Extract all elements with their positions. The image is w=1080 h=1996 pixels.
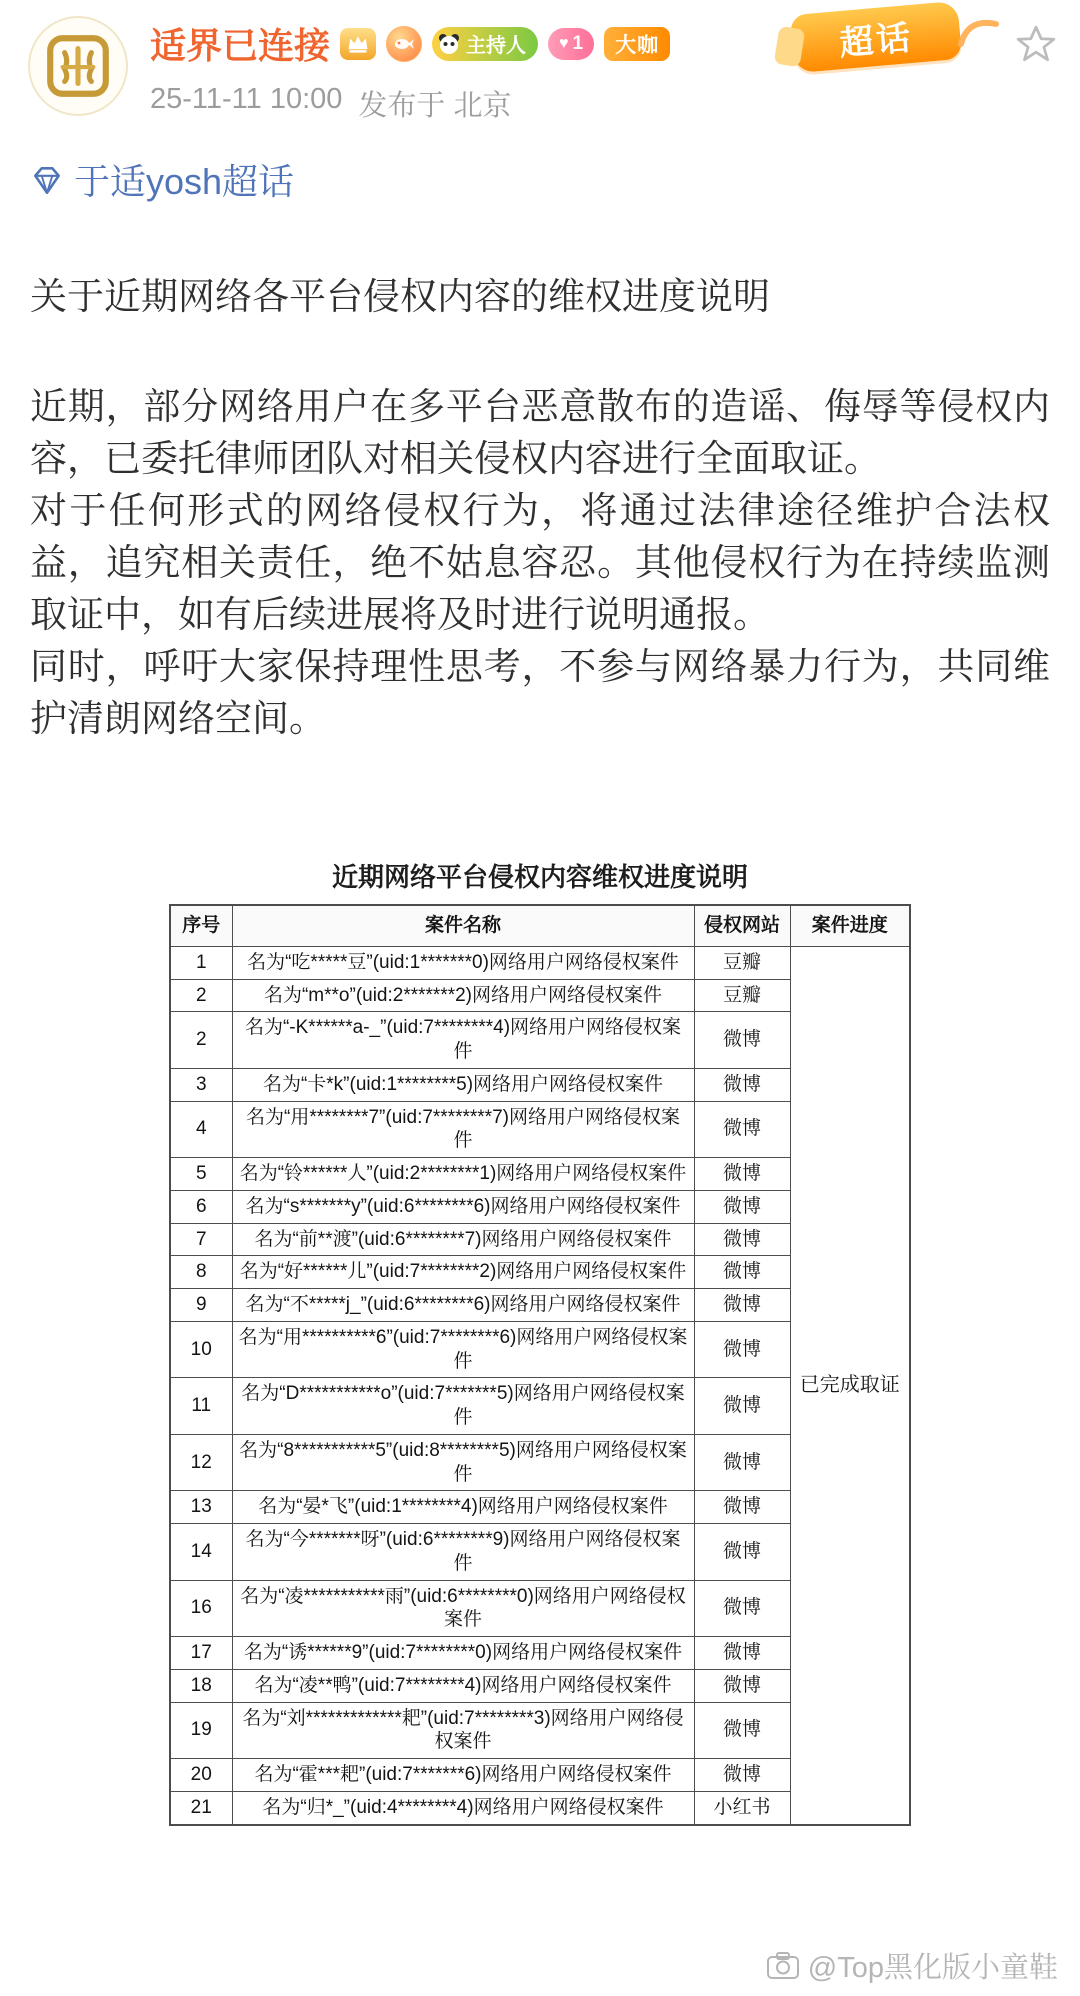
case-name: 名为“刘*************耙”(uid:7********3)网络用户网络侵权案件 [232, 1702, 694, 1759]
case-name: 名为“诱******9”(uid:7********0)网络用户网络侵权案件 [232, 1637, 694, 1670]
case-site: 豆瓣 [694, 979, 790, 1012]
username[interactable]: 适界已连接 [150, 25, 331, 66]
case-name: 名为“卡*k”(uid:1********5)网络用户网络侵权案件 [232, 1068, 694, 1101]
case-site: 微博 [694, 1378, 790, 1435]
col-header-name: 案件名称 [232, 905, 694, 946]
case-site: 微博 [694, 1256, 790, 1289]
col-header-progress: 案件进度 [790, 905, 910, 946]
progress-table-image [30, 857, 1050, 1826]
table-header-row [170, 905, 910, 946]
case-site: 微博 [694, 1580, 790, 1637]
case-name: 名为“8***********5”(uid:8********5)网络用户网络侵权案件 [232, 1434, 694, 1491]
case-site: 微博 [694, 1012, 790, 1069]
camera-icon [766, 1952, 800, 1980]
supertopic-ribbon[interactable] [790, 1, 962, 73]
case-name: 名为“霍***耙”(uid:7*******6)网络用户网络侵权案件 [232, 1759, 694, 1792]
case-name: 名为“归*_”(uid:4********4)网络用户网络侵权案件 [232, 1791, 694, 1824]
case-no: 20 [170, 1759, 232, 1792]
case-name: 名为“m**o”(uid:2*******2)网络用户网络侵权案件 [232, 979, 694, 1012]
watermark-text: @Top黑化版小童鞋 [807, 1952, 1058, 1984]
case-name: 名为“前**渡”(uid:6********7)网络用户网络侵权案件 [232, 1223, 694, 1256]
case-site: 微博 [694, 1101, 790, 1158]
daka-badge [604, 27, 670, 61]
fan-badge-label: ♥ 1 [572, 32, 584, 54]
case-site: 豆瓣 [694, 946, 790, 979]
ribbon-tail-icon [958, 14, 1002, 48]
post-paragraph: 对于任何形式的网络侵权行为，将通过法律途径维护合法权益，追究相关责任，绝不姑息容忍。其他侵权行为在持续监测取证中，如有后续进展将及时进行说明通报。 [30, 490, 1050, 635]
case-no: 10 [170, 1321, 232, 1378]
gem-icon [30, 163, 64, 197]
case-no: 17 [170, 1637, 232, 1670]
case-no: 18 [170, 1669, 232, 1702]
case-no: 4 [170, 1101, 232, 1158]
case-site: 微博 [694, 1491, 790, 1524]
post-body [30, 381, 1050, 745]
case-name: 名为“晏*飞”(uid:1********4)网络用户网络侵权案件 [232, 1491, 694, 1524]
avatar[interactable] [28, 16, 128, 116]
crown-badge-icon [340, 28, 376, 60]
col-header-no: 序号 [170, 905, 232, 946]
post-paragraph: 同时，呼吁大家保持理性思考，不参与网络暴力行为，共同维护清朗网络空间。 [30, 646, 1050, 739]
case-no: 14 [170, 1524, 232, 1581]
case-site: 小红书 [694, 1791, 790, 1824]
case-no: 5 [170, 1158, 232, 1191]
favorite-star-button[interactable] [1014, 22, 1058, 66]
case-site: 微博 [694, 1759, 790, 1792]
case-site: 微博 [694, 1068, 790, 1101]
koi-badge-icon [386, 26, 422, 62]
case-no: 12 [170, 1434, 232, 1491]
case-name: 名为“铃******人”(uid:2********1)网络用户网络侵权案件 [232, 1158, 694, 1191]
case-no: 3 [170, 1068, 232, 1101]
case-name: 名为“s*******y”(uid:6********6)网络用户网络侵权案件 [232, 1190, 694, 1223]
case-no: 8 [170, 1256, 232, 1289]
case-name: 名为“凌**鸭”(uid:7********4)网络用户网络侵权案件 [232, 1669, 694, 1702]
case-no: 13 [170, 1491, 232, 1524]
supertopic-ribbon-label: 超话 [837, 18, 915, 63]
name-row [150, 18, 780, 69]
case-name: 名为“凌***********雨”(uid:6********0)网络用户网络侵权案件 [232, 1580, 694, 1637]
case-name: 名为“今*******呀”(uid:6********9)网络用户网络侵权案件 [232, 1524, 694, 1581]
case-progress: 已完成取证 [790, 946, 910, 1824]
case-site: 微博 [694, 1637, 790, 1670]
case-site: 微博 [694, 1190, 790, 1223]
timestamp: 25-11-11 10:00 [150, 83, 343, 115]
case-name: 名为“用********7”(uid:7********7)网络用户网络侵权案件 [232, 1101, 694, 1158]
post-content [0, 154, 1080, 1826]
case-no: 2 [170, 979, 232, 1012]
watermark [766, 1945, 1058, 1986]
case-table [169, 904, 911, 1826]
case-site: 微博 [694, 1524, 790, 1581]
case-name: 名为“-K******a-_”(uid:7********4)网络用户网络侵权案件 [232, 1012, 694, 1069]
case-table-body [170, 946, 910, 1824]
case-name: 名为“吃*****豆”(uid:1*******0)网络用户网络侵权案件 [232, 946, 694, 979]
case-site: 微博 [694, 1669, 790, 1702]
case-site: 微博 [694, 1321, 790, 1378]
case-no: 6 [170, 1190, 232, 1223]
col-header-site: 侵权网站 [694, 905, 790, 946]
case-no: 11 [170, 1378, 232, 1435]
user-block [150, 18, 780, 124]
case-no: 21 [170, 1791, 232, 1824]
avatar-image [42, 30, 114, 102]
table-row [170, 946, 910, 979]
case-site: 微博 [694, 1158, 790, 1191]
post-paragraph: 近期，部分网络用户在多平台恶意散布的造谣、侮辱等侵权内容，已委托律师团队对相关侵权内容进行全面取证。 [30, 386, 1050, 479]
case-no: 1 [170, 946, 232, 979]
daka-badge-label: 大咖 [615, 33, 660, 57]
publish-location: 发布于 北京 [358, 90, 512, 122]
case-no: 16 [170, 1580, 232, 1637]
case-site: 微博 [694, 1223, 790, 1256]
case-no: 19 [170, 1702, 232, 1759]
case-site: 微博 [694, 1289, 790, 1322]
case-name: 名为“好******儿”(uid:7********2)网络用户网络侵权案件 [232, 1256, 694, 1289]
case-no: 9 [170, 1289, 232, 1322]
post-meta [150, 83, 780, 124]
fan-badge [548, 28, 594, 60]
panda-icon [437, 32, 461, 56]
star-icon [1015, 23, 1057, 65]
post-title: 关于近期网络各平台侵权内容的维权进度说明 [30, 276, 770, 317]
case-site: 微博 [694, 1702, 790, 1759]
supertopic-link[interactable] [30, 154, 1050, 205]
case-no: 7 [170, 1223, 232, 1256]
supertopic-link-label: 于适yosh超话 [74, 161, 295, 202]
table-title: 近期网络平台侵权内容维权进度说明 [331, 862, 748, 892]
host-badge [432, 27, 538, 61]
case-name: 名为“D***********o”(uid:7*******5)网络用户网络侵权案件 [232, 1378, 694, 1435]
case-site: 微博 [694, 1434, 790, 1491]
case-name: 名为“用**********6”(uid:7********6)网络用户网络侵权案件 [232, 1321, 694, 1378]
post-header [0, 0, 1080, 148]
host-badge-label: 主持人 [466, 35, 527, 57]
case-no: 2 [170, 1012, 232, 1069]
case-name: 名为“不*****j_”(uid:6********6)网络用户网络侵权案件 [232, 1289, 694, 1322]
